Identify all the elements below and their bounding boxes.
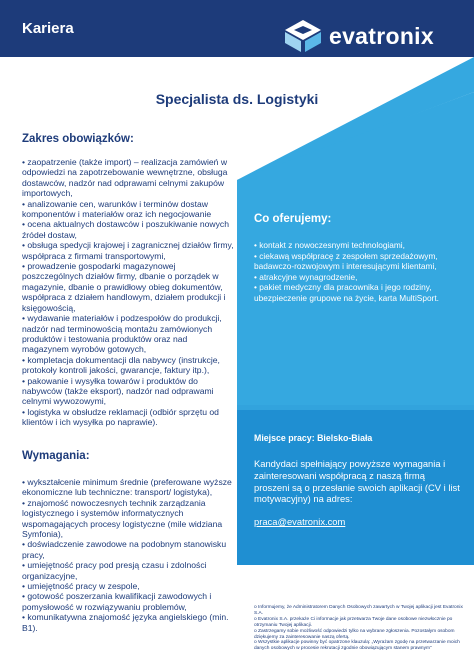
header-title: Kariera: [22, 20, 74, 37]
brand-logo[interactable]: [283, 18, 434, 54]
list-item: • wydawanie materiałów i podzespołów do produkcji, nadzór nad terminowością montażu zamówionych produktów i testowania produktów oraz nad magazynem wyrobów gotowych,: [22, 313, 236, 355]
gdpr-note: o Zastrzegamy sobie możliwość odpowiedzi tylko na wybrane zgłoszenia. Pozostałym osobom dziękujemy za zainteresowanie naszą ofertą.: [254, 629, 464, 641]
list-item: • znajomość nowoczesnych technik zarządzania logistycznego i systemów informatycznych wspomagających procesy logistyczne (mile widziana Symfonia),: [22, 498, 236, 540]
requirements-heading: Wymagania:: [22, 450, 90, 462]
offer-heading: Co oferujemy:: [254, 213, 332, 225]
list-item: • komunikatywna znajomość języka angielskiego (min. B1).: [22, 612, 236, 633]
list-item: • prowadzenie gospodarki magazynowej poszczególnych działów firmy, dbanie o porządek w magazynie, dbanie o prawidłowy obieg dokumentów, współpraca z działem handlowym, działem produkcji i księgowością,: [22, 261, 236, 313]
job-title: Specjalista ds. Logistyki: [155, 91, 319, 107]
list-item: • logistyka w obsłudze reklamacji (odbiór sprzętu od klientów i ich wysyłka po naprawie).: [22, 407, 236, 428]
list-item: • atrakcyjne wynagrodzenie,: [254, 272, 458, 283]
list-item: • obsługa spedycji krajowej i zagranicznej działów firmy, współpraca z firmami transportowymi,: [22, 240, 236, 261]
list-item: • ciekawą współpracę z zespołem sprzedażowym, badawczo-rozwojowym i interesującymi klientami,: [254, 251, 458, 272]
gdpr-notes: [254, 605, 464, 652]
list-item: • kompletacja dokumentacji dla nabywcy (instrukcje, protokoły kontroli jakości, gwarancje, faktury itp.),: [22, 355, 236, 376]
workplace-label: Miejsce pracy: Bielsko-Biała: [254, 433, 373, 443]
offer-list: [254, 240, 458, 304]
duties-list: [22, 157, 236, 428]
email-link[interactable]: praca@evatronix.com: [254, 516, 346, 527]
brand-name: evatronix: [329, 22, 434, 49]
list-item: • analizowanie cen, warunków i terminów dostaw komponentów i materiałów oraz ich negocjowanie: [22, 199, 236, 220]
gdpr-note: o Wszystkie aplikacje powinny być opatrzone klauzulą: „Wyrażam zgodę na przetwarzanie moich danych osobowych w procesie rekrutacji zgodnie obowiązującym stanem prawnym”: [254, 640, 464, 652]
apply-instructions: Kandydaci spełniający powyższe wymagania i zainteresowani współpracą z naszą firmą proszeni są o przesłanie swoich aplikacji (CV i list motywacyjny) na adres:: [254, 458, 460, 505]
list-item: • wykształcenie minimum średnie (preferowane wyższe ekonomiczne lub techniczne: transport/ logistyka),: [22, 477, 236, 498]
list-item: • umiejętność pracy w zespole,: [22, 581, 236, 591]
list-item: • ocena aktualnych dostawców i poszukiwanie nowych źródeł dostaw,: [22, 219, 236, 240]
list-item: • doświadczenie zawodowe na podobnym stanowisku pracy,: [22, 539, 236, 560]
requirements-list: [22, 477, 236, 633]
gdpr-note: o Informujemy, że Administratorem Danych Osobowych zawartych w Twojej aplikacji jest Evatronix S.A.: [254, 605, 464, 617]
list-item: • gotowość poszerzania kwalifikacji zawodowych i pomysłowość w rozwiązywaniu problemów,: [22, 591, 236, 612]
list-item: • umiejętność pracy pod presją czasu i zdolności organizacyjne,: [22, 560, 236, 581]
list-item: • pakowanie i wysyłka towarów i produktów do nabywców (także eksport), nadzór nad odprawami celnymi wywozowymi,: [22, 376, 236, 407]
list-item: • pakiet medyczny dla pracownika i jego rodziny, ubezpieczenie grupowe na życie, karta MultiSport.: [254, 282, 458, 303]
list-item: • zaopatrzenie (także import) – realizacja zamówień w odpowiedzi na zapotrzebowanie wewnętrzne, obsługa dostawców, nadzór nad odprawami celnymi zakupów importowych,: [22, 157, 236, 199]
list-item: • kontakt z nowoczesnymi technologiami,: [254, 240, 458, 251]
gdpr-note: o Evatronix S.A. przekaże Ci informacje jak przetwarza Twoje dane osobowe niezwłocznie po otrzymaniu Twojej aplikacji.: [254, 617, 464, 629]
duties-heading: Zakres obowiązków:: [22, 133, 134, 145]
evatronix-cube-logo-icon: [283, 18, 323, 54]
